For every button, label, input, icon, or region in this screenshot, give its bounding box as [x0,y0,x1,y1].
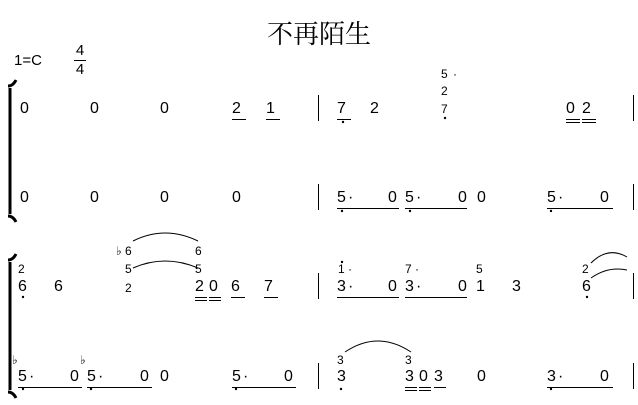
note: 0 [160,368,169,385]
dot-below-3b [550,388,552,390]
note: 2 [195,279,207,295]
dot: · [348,278,354,295]
dot: · [416,278,422,295]
chord-note: 5 [195,262,202,276]
note: 5 [547,190,613,206]
note: 5 [232,369,296,385]
dots: · [453,67,457,81]
chord-note: 6 [195,244,202,258]
note: 0 [209,279,221,295]
note: 6 [582,278,591,295]
note: 1 [266,101,280,117]
dot-below-5f [235,388,237,390]
dot: · [29,368,35,385]
system2-bracket [8,254,16,398]
dot: · [98,368,104,385]
key-signature: 1=C [14,52,42,69]
barline-s1-top-1 [318,95,319,121]
note: 0 [419,369,431,385]
note: 5 [18,369,82,385]
chord-note-top: 5 [441,67,448,81]
note: 0 [458,278,467,295]
barline-s2-bot-1 [318,363,319,389]
dot-below-7 [342,121,344,123]
slur-5 [345,341,411,352]
note: 5 [405,190,467,206]
flat-sign: ♭ [80,353,86,367]
flat-sign: ♭ [116,244,122,258]
chord-note: 5 [125,262,132,276]
note: 2 [370,100,379,117]
note: 0 [20,100,29,117]
dot-below-6b [586,296,588,298]
song-title: 不再陌生 [266,20,371,50]
chord-note-bottom: 7 [441,102,448,116]
note: 0 [20,189,29,206]
chord-note: 3 [405,353,412,367]
chord-note: 3 [337,353,344,367]
note: 2 [582,101,596,117]
dot: · [416,189,422,206]
note: 0 [388,278,397,295]
note: 3 [547,369,613,385]
dot: · [558,189,564,206]
dot: · [348,189,354,206]
note: 3 [337,279,399,295]
note: 0 [458,189,467,206]
note: 0 [388,189,397,206]
note: 6 [231,279,245,295]
system1-bracket [8,80,16,222]
note: 0 [477,368,486,385]
note: 3 [337,368,346,385]
chord-note: 2 [582,262,589,276]
note: 7 [337,101,351,117]
note: 0 [160,189,169,206]
slur-2 [133,261,198,268]
note: 7 [264,279,278,295]
barline-s2-top-1 [318,273,319,299]
time-numerator: 4 [75,42,85,59]
note: 0 [600,368,609,385]
note: 0 [284,368,293,385]
note: 1 [476,278,485,295]
dot-below-5e [90,388,92,390]
chord-note: 5 [476,262,483,276]
note: 6 [54,278,63,295]
slur-4 [591,269,627,278]
dot-below-3a [340,388,342,390]
dot-below-5a [341,210,343,212]
dot: · [558,368,564,385]
dot: · [415,262,419,276]
dot-below-5b [409,210,411,212]
note: 0 [70,368,79,385]
chord-note: 2 [125,281,132,295]
note: 5 [87,369,152,385]
dot-below-5d [22,388,24,390]
dot: · [243,368,249,385]
barline-s1-top-2 [633,95,634,121]
note: 3 [405,279,467,295]
dot-below-6a [22,296,24,298]
note: 3 [434,369,446,385]
slur-3 [591,253,627,263]
note: 0 [140,368,149,385]
chord-note-mid: 2 [441,84,448,98]
dot: · [348,262,352,276]
note: 0 [160,100,169,117]
note: 2 [232,101,246,117]
chord-note: 1 [338,262,345,276]
chord-note: 2 [18,262,25,276]
note: 0 [90,189,99,206]
chord-note: 6 [125,244,132,258]
note: 5 [337,190,399,206]
note: 0 [90,100,99,117]
chord-note: 7 [405,262,412,276]
note: 0 [600,189,609,206]
barline-s1-bot-1 [318,184,319,210]
barline-s1-bot-2 [633,184,634,210]
time-denominator: 4 [75,61,85,78]
slur-1 [133,233,198,241]
barline-s2-top-2 [633,273,634,299]
note: 3 [405,369,417,385]
dot-below-7b [444,117,446,119]
barline-s2-bot-2 [633,363,634,389]
note: 0 [566,101,580,117]
flat-sign: ♭ [12,353,18,367]
note: 0 [477,189,486,206]
note: 0 [232,189,241,206]
note: 3 [512,278,521,295]
note: 6 [18,278,27,295]
dot-below-5c [550,210,552,212]
